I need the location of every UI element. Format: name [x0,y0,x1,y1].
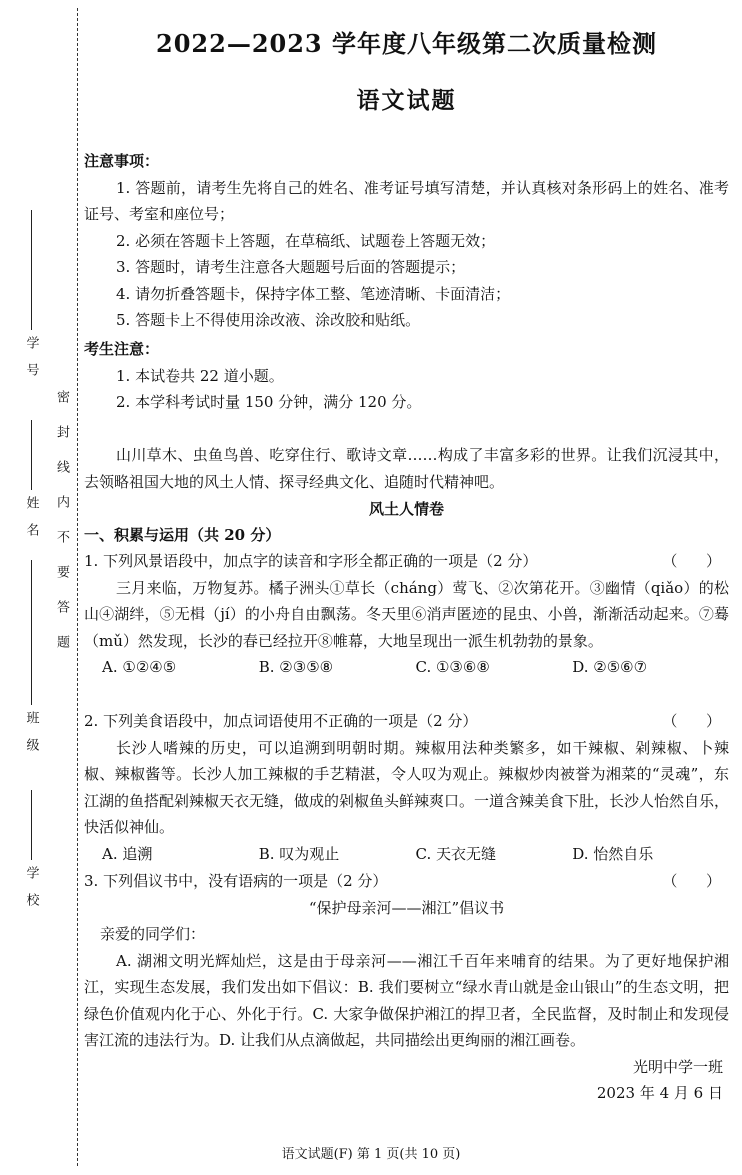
question-3-passage: A. 湖湘文明光辉灿烂，这是由于母亲河——湘江千百年来哺育的结果。为了更好地保护湘江，实现生态发展，我们发出如下倡议：B. 我们要树立“绿水青山就是金山银山”的生态文明，把绿色价值观内化于心、外化于行。C. 大家争做保护湘江的捍卫者，全民监督，及时制止和发现侵害江流的违法行为。D. 让我们从点滴做起，共同描绘出更绚丽的湘江画卷。 [84,951,729,1049]
question-1-passage: 三月来临，万物复苏。橘子洲头①草长（cháng）莺飞、②次第花开。③幽情（qiǎo）的松山④湖绊，⑤无楫（jí）的小舟自由飘荡。冬天里⑥消声匿迹的昆虫、小兽，渐渐活动起来。⑦蓦（mǔ）然发现，长沙的春已经拉开⑧帷幕，大地呈现出一派生机勃勃的景象。 [84,578,729,650]
seal-dashed-line [77,8,78,1166]
proposal-title: “保护母亲河——湘江”倡议书 [308,898,505,917]
question-1-stem-row [84,548,729,575]
name-blank [31,420,32,490]
answer-bracket: （ ） [662,872,721,890]
option-a: A. ①②④⑤ [102,658,177,676]
question-2-stem-row [84,708,729,735]
candidate-notice-item: 2. 本学科考试时量 150 分钟，满分 120 分。 [116,393,422,411]
school-field [20,790,42,920]
page-footer: 语文试题(F) 第 1 页(共 10 页) [281,1147,461,1162]
intro-paragraph [84,442,729,495]
question-2-passage: 长沙人嗜辣的历史，可以追溯到明朝时期。辣椒用法种类繁多，如干辣椒、剁辣椒、卜辣椒、辣椒酱等。长沙人加工辣椒的手艺精湛，令人叹为观止。辣椒炒肉被誉为湘菜的“灵魂”，东江湖的鱼搭配剁辣椒天衣无缝，做成的剁椒鱼头鲜辣爽口。一道含辣美食下肚，长沙人怡然自乐，快活似神仙。 [84,738,730,836]
option-d: D. 怡然自乐 [572,844,654,863]
volume-title: 风土人情卷 [368,500,444,518]
name-label: 姓名 [23,496,39,550]
option-b: B. ②③⑤⑧ [258,658,334,676]
school-blank [31,790,32,860]
binding-margin [0,0,80,1175]
student-id-blank [31,210,32,330]
option-c: C. 天衣无缝 [415,844,496,863]
answer-bracket: （ ） [662,712,721,730]
candidate-notice-heading: 考生注意： [84,340,160,358]
class-label: 班级 [23,711,39,765]
option-d: D. ②⑤⑥⑦ [572,658,648,676]
notice-item: 3. 答题时，请考生注意各大题题号后面的答题提示； [116,258,466,276]
question-2-stem: 2. 下列美食语段中，加点词语使用不正确的一项是（2 分） [84,712,478,730]
proposal-date: 2023 年 4 月 6 日 [596,1084,723,1102]
seal-line-text: 密封线内不要答题 [54,390,69,670]
class-field [20,560,42,765]
notice-section [84,148,729,334]
question-3 [84,868,729,1107]
question-3-stem: 3. 下列倡议书中，没有语病的一项是（2 分） [84,872,388,890]
option-c: C. ①③⑥⑧ [415,658,490,676]
class-blank [31,560,32,705]
name-field [20,420,42,550]
section1-heading: 一、积累与运用（共 20 分） [84,526,281,544]
candidate-notice-item: 1. 本试卷共 22 道小题。 [116,366,284,385]
question-1 [84,548,729,681]
question-3-stem-row [84,868,729,895]
notice-item: 5. 答题卡上不得使用涂改液、涂改胶和贴纸。 [116,311,421,329]
option-a: A. 追溯 [102,844,153,863]
proposal-greeting: 亲爱的同学们： [100,925,206,943]
notice-item: 4. 请勿折叠答题卡，保持字体工整、笔迹清晰、卡面清洁； [116,284,511,303]
question-1-options [84,654,729,681]
notice-item: 1. 答题前，请考生先将自己的姓名、准考证号填写清楚，并认真核对条形码上的姓名、准考证号、考室和座位号； [84,178,729,223]
proposal-signature: 光明中学一班 [632,1057,723,1076]
notice-heading: 注意事项： [84,152,160,170]
notice-item: 2. 必须在答题卡上答题，在草稿纸、试题卷上答题无效； [116,231,496,250]
question-2 [84,708,729,867]
question-2-options [84,841,729,868]
answer-bracket: （ ） [662,552,721,570]
question-1-stem: 1. 下列风景语段中，加点字的读音和字形全都正确的一项是（2 分） [84,552,538,570]
student-id-field [20,210,42,390]
school-label: 学校 [23,866,39,920]
exam-subtitle: 语文试题 [356,87,457,114]
student-id-label: 学号 [23,336,39,390]
option-b: B. 叹为观止 [258,844,340,863]
exam-title: 2022—2023 学年度八年级第二次质量检测 [156,29,657,58]
candidate-notice-section [84,336,729,416]
intro-text: 山川草木、虫鱼鸟兽、吃穿住行、歌诗文章……构成了丰富多彩的世界。让我们沉浸其中，去领略祖国大地的风土人情、探寻经典文化、追随时代精神吧。 [84,446,729,491]
